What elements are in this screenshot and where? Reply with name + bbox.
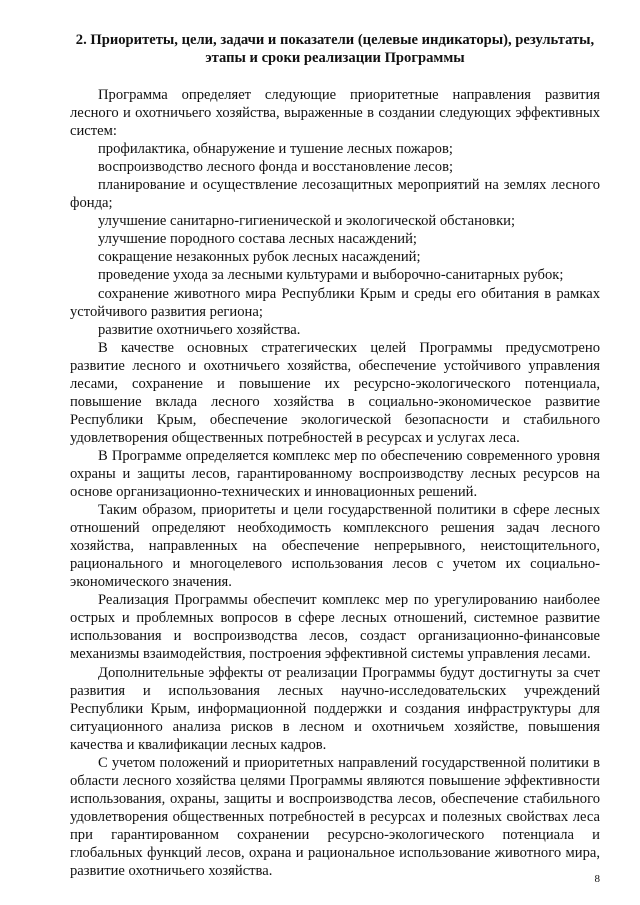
list-item-reforestation: воспроизводство лесного фонда и восстановление лесов; — [98, 159, 454, 176]
list-item-hunting: развитие охотничьего хозяйства. — [98, 321, 301, 338]
document-body — [70, 86, 600, 880]
page-number: 8 — [594, 873, 600, 885]
list-item-fire-prevention: профилактика, обнаружение и тушение лесных пожаров; — [98, 141, 453, 158]
list-item-forest-protection: планирование и осуществление лесозащитных мероприятий на землях лесного фонда; — [70, 177, 600, 212]
list-item-wildlife: сохранение животного мира Республики Крым и среды его обитания в рамках устойчивого развития региона; — [70, 285, 600, 320]
paragraph-program-goals: С учетом положений и приоритетных направлений государственной политики в области лесного хозяйства целями Программы являются повышение эффективности использования, охраны, защиты и воспроизводства лесов, обеспечение стабильного удовлетворения общественных потребностей в ресурсах и полезных свойствах леса при гарантированном сохранении ресурсно-экологического потенциала и глобальных функций лесов, охрана и рациональное использование животного мира, развитие охотничьего хозяйства. — [70, 754, 600, 880]
paragraph-priorities: Таким образом, приоритеты и цели государственной политики в сфере лесных отношений определяют необходимость комплексного решения задач лесного хозяйства, направленных на обеспечение непрерывного, неистощительного, рационального и многоцелевого использования лесов с учетом их социально-экономического значения. — [70, 502, 600, 591]
list-item-forest-care: проведение ухода за лесными культурами и выборочно-санитарных рубок; — [98, 267, 564, 284]
paragraph-additional-effects: Дополнительные эффекты от реализации Программы будут достигнуты за счет развития и использования лесных научно-исследовательских учреждений Республики Крым, информационной поддержки и создания инфраструктуры для ситуационного анализа рисков в лесном и охотничьем хозяйстве, повышения качества и квалификации лесных кадров. — [70, 664, 600, 753]
intro-paragraph: Программа определяет следующие приоритетные направления развития лесного и охотничьего хозяйства, выраженные в создании следующих эффективных систем: — [70, 87, 600, 140]
paragraph-implementation: Реализация Программы обеспечит комплекс мер по урегулированию наиболее острых и проблемных вопросов в сфере лесных отношений, системное развитие использования и воспроизводства лесов, создаст организационно-финансовые механизмы взаимодействия, построения эффективной системы управления лесами. — [70, 592, 600, 663]
section-heading — [70, 31, 600, 67]
list-item-sanitary-ecology: улучшение санитарно-гигиенической и экологической обстановки; — [98, 213, 516, 230]
paragraph-measures: В Программе определяется комплекс мер по обеспечению современного уровня охраны и защиты лесов, гарантированному воспроизводству лесных ресурсов на основе организационно-технических и инновационных решений. — [70, 447, 600, 501]
section-heading-line-1: 2. Приоритеты, цели, задачи и показатели (целевые индикаторы), результаты, — [75, 32, 595, 48]
paragraph-strategic-goals: В качестве основных стратегических целей Программы предусмотрено развитие лесного и охотничьего хозяйства, обеспечение устойчивого управления лесами, сохранение и повышение их ресурсно-экологического потенциала, повышение вклада лесного хозяйства в социально-экономическое развитие Республики Крым, обеспечение экологической безопасности и стабильного удовлетворения общественных потребностей в ресурсах и услугах леса. — [70, 339, 600, 446]
list-item-illegal-logging: сокращение незаконных рубок лесных насаждений; — [98, 249, 421, 266]
section-heading-line-2: этапы и сроки реализации Программы — [205, 50, 465, 66]
list-item-species-composition: улучшение породного состава лесных насаждений; — [98, 231, 417, 248]
